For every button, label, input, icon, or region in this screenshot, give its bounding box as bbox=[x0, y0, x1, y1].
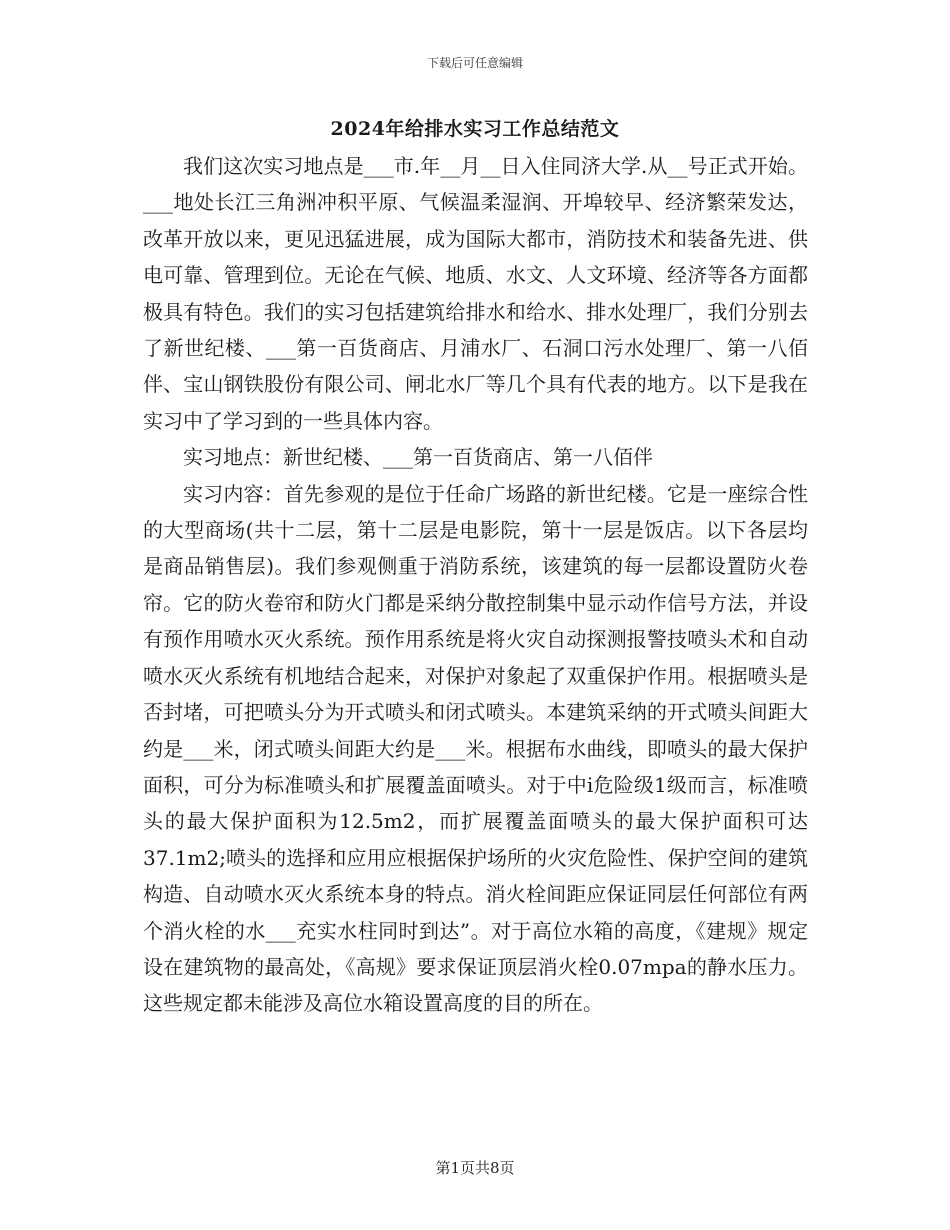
document-body bbox=[143, 148, 808, 1022]
header-note: 下载后可任意编辑 bbox=[426, 56, 523, 70]
paragraph-intro: 我们这次实习地点是___市.年__月__日入住同济大学.从__号正式开始。___地处长江三角洲冲积平原、气候温柔湿润、开埠较早、经济繁荣发达，改革开放以来，更见迅猛进展，成为国际大都市，消防技术和装备先进、供电可靠、管理到位。无论在气候、地质、水文、人文环境、经济等各方面都极具有特色。我们的实习包括建筑给排水和给水、排水处理厂，我们分别去了新世纪楼、___第一百货商店、月浦水厂、石洞口污水处理厂、第一八佰伴、宝山钢铁股份有限公司、闸北水厂等几个具有代表的地方。以下是我在实习中了学习到的一些具体内容。 bbox=[143, 154, 808, 433]
paragraph-location: 实习地点：新世纪楼、___第一百货商店、第一八佰伴 bbox=[183, 445, 653, 470]
page-footer: 第1页共8页 bbox=[435, 1159, 515, 1177]
document-title: 2024年给排水实习工作总结范文 bbox=[330, 118, 620, 140]
paragraph-content: 实习内容：首先参观的是位于任命广场路的新世纪楼。它是一座综合性的大型商场(共十二层，第十二层是电影院，第十一层是饭店。以下各层均是商品销售层)。我们参观侧重于消防系统，该建筑的每一层都设置防火卷帘。它的防火卷帘和防火门都是采纳分散控制集中显示动作信号方法，并设有预作用喷水灭火系统。预作用系统是将火灾自动探测报警技喷头术和自动喷水灭火系统有机地结合起来，对保护对象起了双重保护作用。根据喷头是否封堵，可把喷头分为开式喷头和闭式喷头。本建筑采纳的开式喷头间距大约是___米，闭式喷头间距大约是___米。根据布水曲线，即喷头的最大保护面积，可分为标准喷头和扩展覆盖面喷头。对于中ⅰ危险级1级而言，标准喷头的最大保护面积为12.5m2，而扩展覆盖面喷头的最大保护面积可达37.1m2;喷头的选择和应用应根据保护场所的火灾危险性、保护空间的建筑构造、自动喷水灭火系统本身的特点。消火栓间距应保证同层任何部位有两个消火栓的水___充实水柱同时到达”。对于高位水箱的高度，《建规》规定设在建筑物的最高处，《高规》要求保证顶层消火栓0.07mpa的静水压力。这些规定都未能涉及高位水箱设置高度的目的所在。 bbox=[143, 481, 808, 1016]
